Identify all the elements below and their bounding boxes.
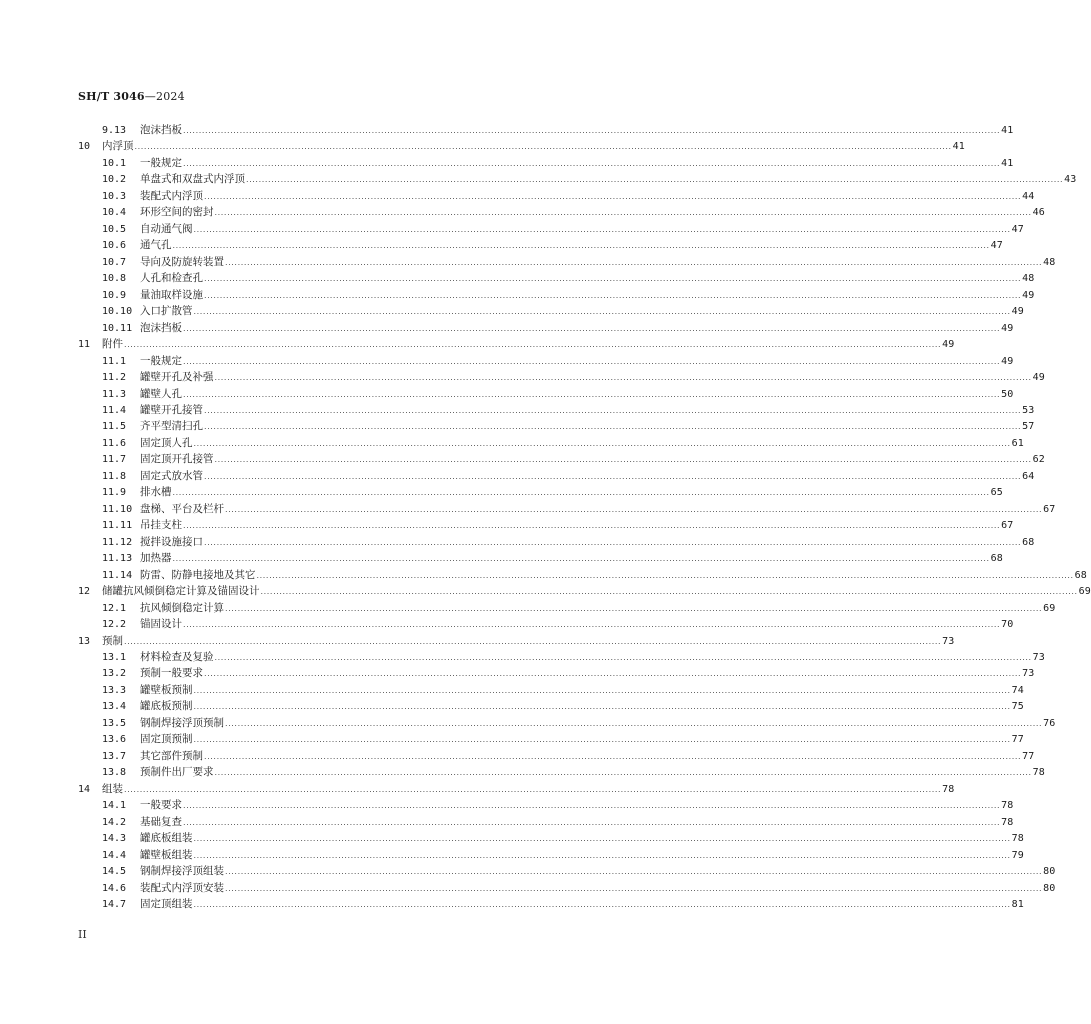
toc-dot-leader: ....................................................................................................................................................................................................................................................................: [172, 241, 990, 251]
toc-entry[interactable]: [78, 402, 1035, 418]
toc-entry[interactable]: [78, 138, 965, 154]
toc-dot-leader: ....................................................................................................................................................................................................................................................................: [124, 636, 942, 646]
toc-entry-title: 导向及防旋转装置: [140, 255, 224, 268]
toc-entry-title: 环形空间的密封: [140, 206, 214, 219]
toc-entry-page: 44: [1022, 190, 1035, 202]
toc-entry-title: 泡沫挡板: [140, 124, 182, 136]
toc-entry-number: 13.5: [102, 717, 127, 729]
toc-dot-leader: ....................................................................................................................................................................................................................................................................: [172, 554, 990, 564]
toc-entry[interactable]: [78, 633, 955, 649]
toc-entry[interactable]: [78, 320, 1014, 336]
standard-code: [78, 90, 185, 103]
toc-entry-page: 64: [1022, 470, 1035, 482]
toc-dot-leader: ....................................................................................................................................................................................................................................................................: [183, 801, 1001, 811]
toc-entry-page: 75: [1011, 701, 1024, 713]
toc-entry-number: 11.8: [102, 470, 127, 482]
toc-entry-page: 46: [1032, 207, 1045, 219]
toc-entry[interactable]: [78, 204, 1045, 220]
toc-dot-leader: ....................................................................................................................................................................................................................................................................: [204, 537, 1022, 547]
toc-entry[interactable]: [78, 550, 1003, 566]
toc-dot-leader: ....................................................................................................................................................................................................................................................................: [183, 356, 1001, 366]
toc-entry[interactable]: [78, 501, 1056, 517]
toc-entry-title: 防雷、防静电接地及其它: [140, 568, 256, 581]
toc-dot-leader: ....................................................................................................................................................................................................................................................................: [193, 224, 1011, 234]
toc-entry-number: 10.2: [102, 174, 127, 186]
toc-entry-number: 13.3: [102, 684, 127, 696]
toc-dot-leader: ....................................................................................................................................................................................................................................................................: [193, 735, 1011, 745]
toc-entry-page: 77: [1011, 734, 1024, 746]
toc-entry-number: 12: [78, 586, 91, 598]
toc-entry-page: 49: [1011, 306, 1024, 318]
toc-entry[interactable]: [78, 237, 1003, 253]
toc-entry-number: 14.4: [102, 849, 127, 861]
toc-entry-number: 10.6: [102, 240, 127, 252]
toc-dot-leader: ....................................................................................................................................................................................................................................................................: [172, 488, 990, 498]
toc-entry[interactable]: [78, 353, 1014, 369]
toc-entry-number: 9.13: [102, 125, 127, 136]
toc-dot-leader: ....................................................................................................................................................................................................................................................................: [183, 620, 1001, 630]
toc-entry-number: 11: [78, 339, 91, 351]
toc-entry-page: 67: [1001, 520, 1014, 532]
toc-entry-title: 固定顶预制: [140, 733, 193, 746]
toc-dot-leader: ....................................................................................................................................................................................................................................................................: [214, 455, 1032, 465]
toc-entry-number: 13.4: [102, 701, 127, 713]
table-of-contents: [78, 122, 1091, 913]
toc-entry[interactable]: [78, 303, 1024, 319]
toc-entry-page: 68: [990, 553, 1003, 565]
toc-dot-leader: ....................................................................................................................................................................................................................................................................: [225, 504, 1043, 514]
toc-entry[interactable]: [78, 830, 1024, 846]
toc-dot-leader: ....................................................................................................................................................................................................................................................................: [193, 685, 1011, 695]
toc-entry-page: 80: [1043, 882, 1056, 894]
toc-entry[interactable]: [78, 764, 1045, 780]
toc-entry-number: 10: [78, 141, 91, 153]
toc-entry-page: 77: [1022, 750, 1035, 762]
toc-entry-number: 13.8: [102, 767, 127, 779]
toc-entry[interactable]: [78, 122, 1014, 138]
toc-dot-leader: ....................................................................................................................................................................................................................................................................: [183, 323, 1001, 333]
toc-entry-number: 14.3: [102, 833, 127, 845]
toc-entry-title: 钢制焊接浮顶预制: [140, 716, 224, 729]
toc-dot-leader: ....................................................................................................................................................................................................................................................................: [256, 570, 1074, 580]
toc-dot-leader: ....................................................................................................................................................................................................................................................................: [183, 389, 1001, 399]
toc-entry-title: 材料检查及复验: [140, 651, 214, 663]
toc-entry-title: 罐底板组装: [140, 832, 193, 845]
toc-entry[interactable]: [78, 534, 1035, 550]
toc-entry[interactable]: [78, 369, 1045, 385]
toc-entry-number: 11.4: [102, 404, 127, 416]
toc-entry-number: 11.3: [102, 388, 127, 400]
toc-entry-title: 固定式放水管: [140, 469, 203, 482]
toc-dot-leader: ....................................................................................................................................................................................................................................................................: [193, 850, 1011, 860]
toc-dot-leader: ....................................................................................................................................................................................................................................................................: [134, 142, 952, 152]
toc-entry-page: 49: [942, 339, 955, 351]
toc-entry-page: 47: [990, 240, 1003, 252]
toc-entry-page: 41: [952, 141, 965, 153]
toc-entry-title: 预制一般要求: [140, 667, 203, 680]
toc-entry-title: 内浮顶: [102, 140, 134, 153]
toc-entry-title: 罐壁开孔及补强: [140, 371, 214, 384]
toc-entry-number: 10.9: [102, 289, 127, 301]
toc-entry-title: 量油取样设施: [140, 288, 203, 301]
toc-entry[interactable]: [78, 254, 1056, 270]
toc-dot-leader: ....................................................................................................................................................................................................................................................................: [193, 834, 1011, 844]
toc-entry-number: 11.14: [102, 569, 133, 581]
toc-entry-title: 固定顶组装: [140, 898, 193, 911]
toc-entry-number: 14.7: [102, 899, 127, 911]
toc-entry[interactable]: [78, 781, 955, 797]
toc-entry-number: 10.8: [102, 273, 127, 285]
toc-entry-title: 罐壁板预制: [140, 683, 193, 696]
toc-entry-page: 80: [1043, 866, 1056, 878]
toc-entry-page: 67: [1043, 503, 1056, 515]
toc-entry-number: 13.2: [102, 668, 127, 680]
toc-entry-title: 泡沫挡板: [140, 321, 182, 334]
toc-entry-title: 搅拌设施接口: [140, 535, 203, 548]
toc-entry[interactable]: [78, 896, 1024, 912]
toc-dot-leader: ....................................................................................................................................................................................................................................................................: [204, 751, 1022, 761]
toc-entry[interactable]: [78, 715, 1056, 731]
toc-entry-page: 81: [1011, 899, 1024, 911]
toc-entry-page: 48: [1043, 256, 1056, 268]
toc-entry-page: 49: [1001, 322, 1014, 334]
toc-entry[interactable]: [78, 468, 1035, 484]
toc-entry-title: 锚固设计: [140, 618, 182, 631]
toc-entry-title: 自动通气阀: [140, 222, 193, 235]
toc-entry-title: 附件: [102, 338, 123, 351]
toc-entry-page: 70: [1001, 619, 1014, 631]
toc-entry-number: 13.6: [102, 734, 127, 746]
toc-entry-title: 一般要求: [140, 799, 182, 812]
toc-entry-title: 基础复查: [140, 815, 182, 828]
toc-entry-title: 预制: [102, 634, 123, 647]
toc-entry-title: 固定顶人孔: [140, 436, 193, 449]
toc-entry-title: 齐平型清扫孔: [140, 420, 203, 433]
toc-entry-page: 69: [1078, 586, 1091, 598]
toc-dot-leader: ....................................................................................................................................................................................................................................................................: [260, 587, 1078, 597]
toc-entry[interactable]: [78, 616, 1014, 632]
toc-entry[interactable]: [78, 731, 1024, 747]
toc-dot-leader: ....................................................................................................................................................................................................................................................................: [225, 718, 1043, 728]
toc-dot-leader: ....................................................................................................................................................................................................................................................................: [214, 208, 1032, 218]
toc-entry[interactable]: [78, 698, 1024, 714]
toc-entry-page: 78: [1001, 800, 1014, 812]
toc-entry-title: 盘梯、平台及栏杆: [140, 502, 224, 515]
toc-entry-title: 人孔和检查孔: [140, 272, 203, 285]
toc-dot-leader: ....................................................................................................................................................................................................................................................................: [246, 175, 1064, 185]
toc-entry-number: 11.5: [102, 421, 127, 433]
toc-entry[interactable]: [78, 847, 1024, 863]
toc-entry[interactable]: [78, 583, 1091, 599]
toc-entry-number: 11.1: [102, 355, 127, 367]
toc-entry[interactable]: [78, 600, 1056, 616]
toc-entry-page: 50: [1001, 388, 1014, 400]
toc-entry-number: 11.12: [102, 536, 133, 548]
toc-dot-leader: ....................................................................................................................................................................................................................................................................: [214, 373, 1032, 383]
toc-entry-page: 73: [1022, 668, 1035, 680]
standard-code-year: —2024: [144, 90, 185, 103]
toc-entry[interactable]: [78, 814, 1014, 830]
toc-entry-title: 装配式内浮顶安装: [140, 881, 224, 894]
toc-dot-leader: ....................................................................................................................................................................................................................................................................: [225, 603, 1043, 613]
toc-dot-leader: ....................................................................................................................................................................................................................................................................: [183, 158, 1001, 168]
toc-entry-title: 预制件出厂要求: [140, 766, 214, 779]
toc-entry-title: 罐壁板组装: [140, 848, 193, 861]
toc-entry[interactable]: [78, 221, 1024, 237]
toc-entry-number: 10.1: [102, 157, 127, 169]
toc-entry-title: 一般规定: [140, 354, 182, 367]
toc-entry-page: 53: [1022, 404, 1035, 416]
toc-entry-number: 14.6: [102, 882, 127, 894]
toc-dot-leader: ....................................................................................................................................................................................................................................................................: [193, 438, 1011, 448]
toc-entry-page: 68: [1022, 536, 1035, 548]
toc-entry[interactable]: [78, 797, 1014, 813]
toc-dot-leader: ....................................................................................................................................................................................................................................................................: [193, 307, 1011, 317]
toc-entry-number: 14.2: [102, 816, 127, 828]
toc-entry-number: 11.6: [102, 437, 127, 449]
toc-entry-page: 78: [1032, 767, 1045, 779]
toc-entry-number: 14.5: [102, 866, 127, 878]
toc-entry-title: 罐壁开孔接管: [140, 403, 203, 416]
toc-entry-page: 79: [1011, 849, 1024, 861]
toc-entry-title: 一般规定: [140, 156, 182, 169]
toc-entry-title: 通气孔: [140, 239, 172, 252]
toc-entry[interactable]: [78, 665, 1035, 681]
toc-dot-leader: ....................................................................................................................................................................................................................................................................: [183, 817, 1001, 827]
toc-entry-title: 罐底板预制: [140, 700, 193, 713]
toc-entry-number: 10.5: [102, 223, 127, 235]
toc-entry-number: 10.4: [102, 207, 127, 219]
toc-dot-leader: ....................................................................................................................................................................................................................................................................: [124, 784, 942, 794]
toc-entry-title: 抗风倾倒稳定计算: [140, 601, 224, 614]
toc-dot-leader: ....................................................................................................................................................................................................................................................................: [204, 191, 1022, 201]
toc-entry-title: 单盘式和双盘式内浮顶: [140, 173, 245, 186]
toc-entry-page: 49: [1032, 372, 1045, 384]
toc-dot-leader: ....................................................................................................................................................................................................................................................................: [204, 290, 1022, 300]
toc-entry-title: 排水槽: [140, 486, 172, 499]
toc-entry-page: 78: [1001, 816, 1014, 828]
toc-dot-leader: ....................................................................................................................................................................................................................................................................: [204, 274, 1022, 284]
standard-code-id: SH/T 3046: [78, 90, 145, 103]
toc-entry-title: 钢制焊接浮顶组装: [140, 865, 224, 878]
toc-dot-leader: ....................................................................................................................................................................................................................................................................: [225, 257, 1043, 267]
toc-entry-number: 13.1: [102, 652, 127, 663]
toc-entry-number: 11.11: [102, 520, 133, 532]
toc-entry-number: 12.1: [102, 602, 127, 614]
toc-entry[interactable]: [78, 188, 1035, 204]
toc-entry[interactable]: [78, 435, 1024, 451]
toc-entry[interactable]: [78, 155, 1014, 171]
toc-entry-title: 入口扩散管: [140, 305, 193, 318]
toc-entry[interactable]: [78, 863, 1056, 879]
toc-dot-leader: ....................................................................................................................................................................................................................................................................: [204, 669, 1022, 679]
toc-entry-page: 62: [1032, 454, 1045, 466]
toc-entry-page: 69: [1043, 602, 1056, 614]
toc-entry-title: 储罐抗风倾倒稳定计算及锚固设计: [102, 585, 260, 598]
toc-dot-leader: ....................................................................................................................................................................................................................................................................: [204, 405, 1022, 415]
toc-dot-leader: ....................................................................................................................................................................................................................................................................: [204, 471, 1022, 481]
toc-entry-page: 74: [1011, 684, 1024, 696]
toc-dot-leader: ....................................................................................................................................................................................................................................................................: [124, 340, 942, 350]
toc-entry-number: 13: [78, 635, 91, 647]
toc-entry-number: 14.1: [102, 800, 127, 812]
toc-entry[interactable]: [78, 484, 1003, 500]
toc-entry-number: 10.10: [102, 306, 133, 318]
toc-entry-number: 10.11: [102, 322, 133, 334]
toc-entry[interactable]: [78, 517, 1014, 533]
toc-entry[interactable]: [78, 418, 1035, 434]
toc-entry-page: 65: [990, 487, 1003, 499]
toc-entry-page: 76: [1043, 717, 1056, 729]
toc-entry-page: 41: [1001, 125, 1014, 136]
toc-dot-leader: ....................................................................................................................................................................................................................................................................: [193, 900, 1011, 910]
toc-dot-leader: ....................................................................................................................................................................................................................................................................: [183, 521, 1001, 531]
toc-entry-page: 48: [1022, 273, 1035, 285]
toc-entry-page: 61: [1011, 437, 1024, 449]
footer-page-number: II: [78, 928, 87, 941]
toc-entry[interactable]: [78, 649, 1045, 665]
toc-dot-leader: ....................................................................................................................................................................................................................................................................: [214, 653, 1032, 662]
toc-entry[interactable]: [78, 682, 1024, 698]
toc-entry[interactable]: [78, 336, 955, 352]
toc-entry-page: 43: [1064, 174, 1077, 186]
toc-entry-number: 10.3: [102, 190, 127, 202]
toc-dot-leader: ....................................................................................................................................................................................................................................................................: [193, 702, 1011, 712]
toc-dot-leader: ....................................................................................................................................................................................................................................................................: [214, 768, 1032, 778]
toc-entry[interactable]: [78, 748, 1035, 764]
toc-entry-title: 装配式内浮顶: [140, 189, 203, 202]
toc-entry-page: 47: [1011, 223, 1024, 235]
toc-entry[interactable]: [78, 567, 1087, 583]
toc-entry-number: 11.7: [102, 454, 127, 466]
toc-dot-leader: ....................................................................................................................................................................................................................................................................: [204, 422, 1022, 432]
toc-entry-title: 组装: [102, 782, 123, 795]
toc-dot-leader: ....................................................................................................................................................................................................................................................................: [225, 883, 1043, 893]
toc-entry-page: 73: [1032, 652, 1045, 663]
toc-entry-title: 加热器: [140, 552, 172, 565]
toc-entry-page: 73: [942, 635, 955, 647]
toc-entry[interactable]: [78, 880, 1056, 896]
toc-entry-number: 11.9: [102, 487, 127, 499]
toc-entry[interactable]: [78, 171, 1077, 187]
toc-entry[interactable]: [78, 287, 1035, 303]
toc-entry[interactable]: [78, 451, 1045, 467]
toc-entry-number: 11.10: [102, 503, 133, 515]
toc-entry-number: 10.7: [102, 256, 127, 268]
toc-entry-page: 41: [1001, 157, 1014, 169]
toc-entry-page: 49: [1022, 289, 1035, 301]
toc-entry-title: 固定顶开孔接管: [140, 453, 214, 466]
toc-dot-leader: ....................................................................................................................................................................................................................................................................: [183, 126, 1001, 135]
toc-entry-page: 78: [942, 783, 955, 795]
toc-entry-title: 其它部件预制: [140, 749, 203, 762]
toc-entry-page: 49: [1001, 355, 1014, 367]
toc-entry[interactable]: [78, 270, 1035, 286]
toc-entry-number: 13.7: [102, 750, 127, 762]
toc-entry-page: 68: [1074, 569, 1087, 581]
toc-entry-title: 罐壁人孔: [140, 387, 182, 400]
toc-entry-page: 78: [1011, 833, 1024, 845]
toc-entry[interactable]: [78, 386, 1014, 402]
toc-entry-number: 14: [78, 783, 91, 795]
toc-entry-title: 吊挂支柱: [140, 519, 182, 532]
toc-entry-number: 11.13: [102, 553, 133, 565]
toc-entry-page: 57: [1022, 421, 1035, 433]
toc-entry-number: 12.2: [102, 619, 127, 631]
toc-dot-leader: ....................................................................................................................................................................................................................................................................: [225, 867, 1043, 877]
toc-entry-number: 11.2: [102, 372, 127, 384]
